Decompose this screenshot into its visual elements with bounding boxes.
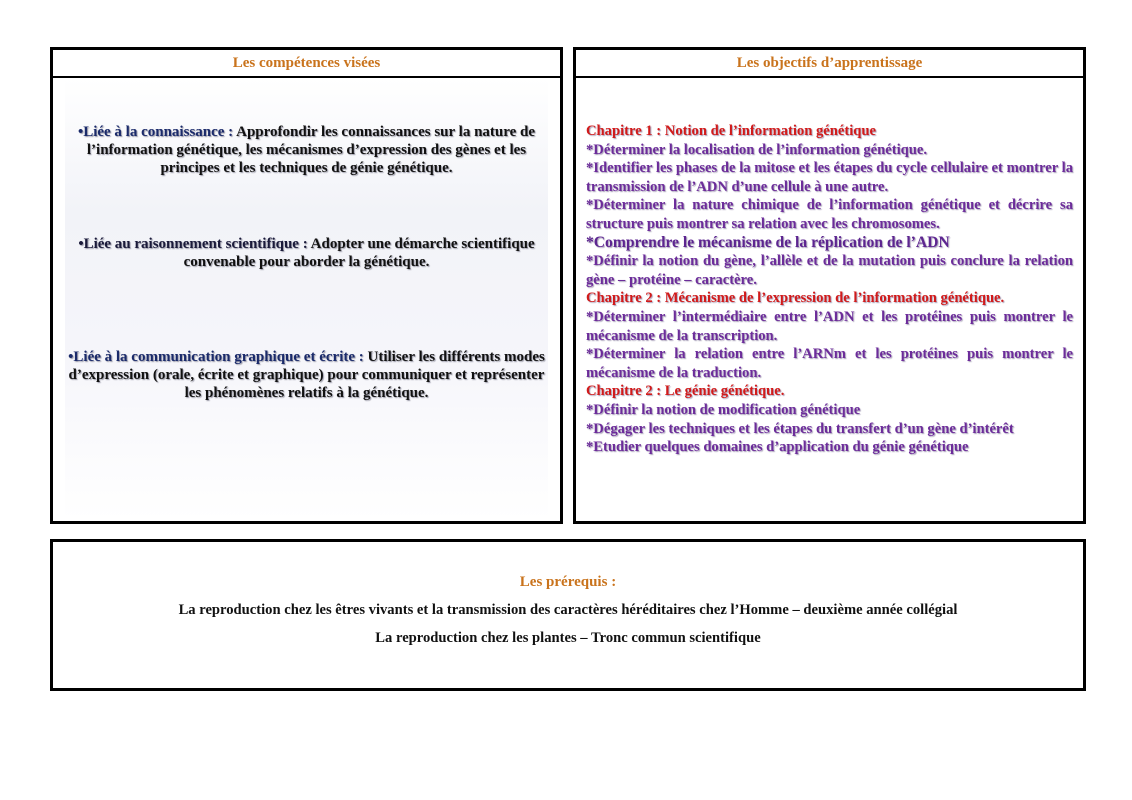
objective-item: *Définir la notion de modification génétique (586, 401, 861, 418)
chapter-title: Chapitre 1 : Notion de l’information génétique (586, 123, 876, 139)
chapter-title: Chapitre 2 : Le génie génétique. (586, 383, 785, 400)
objectifs-header: Les objectifs d’apprentissage (576, 50, 1083, 78)
chapter-title: Chapitre 2 : Mécanisme de l’expression de l’information génétique. (586, 290, 1005, 307)
competence-lead: •Liée à la connaissance : (77, 124, 234, 140)
objective-item: *Déterminer l’intermédiaire entre l’ADN et les protéines puis montrer le mécanisme de la transcription. (586, 308, 1073, 344)
objective-item: *Définir la notion du gène, l’allèle et de la mutation puis conclure la relation gène – protéine – caractère. (586, 253, 1073, 288)
competence-text: Approfondir les connaissances sur la nature de l’information génétique, les mécanismes d’expression des gènes et les principes et les techniques de génie génétique. (86, 124, 536, 176)
competence-text: Utiliser les différents modes d’expression (orale, écrite et graphique) pour communiquer et représenter les phénomènes relatifs à la génétique. (68, 349, 545, 401)
objective-item: *Etudier quelques domaines d’application du génie génétique (586, 439, 969, 456)
objective-item: *Déterminer la nature chimique de l’information génétique et décrire sa structure puis montrer sa relation avec les chromosomes. (586, 197, 1073, 232)
objective-item: *Comprendre le mécanisme de la réplication de l’ADN (586, 233, 950, 251)
competence-item-communication (65, 348, 548, 402)
objective-item: *Dégager les techniques et les étapes du transfert d’un gène d’intérêt (586, 420, 1014, 437)
competences-header: Les compétences visées (53, 50, 560, 78)
objective-item: *Déterminer la relation entre l’ARNm et les protéines puis montrer le mécanisme de la traduction. (586, 346, 1073, 381)
competence-item-raisonnement (65, 235, 548, 271)
objective-item: *Identifier les phases de la mitose et les étapes du cycle cellulaire et montrer la transmission de l’ADN d’une cellule à une autre. (586, 160, 1073, 195)
competences-body (65, 78, 548, 521)
competences-box (50, 47, 563, 524)
objectifs-body (586, 122, 1073, 457)
competence-item-connaissance (65, 123, 548, 177)
competence-lead: •Liée au raisonnement scientifique : (78, 236, 308, 252)
prerequis-line: La reproduction chez les plantes – Tronc commun scientifique (375, 630, 761, 646)
prerequis-line: La reproduction chez les êtres vivants et la transmission des caractères héréditaires chez l’Homme – deuxième année collégial (178, 602, 958, 618)
competence-lead: •Liée à la communication graphique et écrite : (68, 349, 364, 365)
objectifs-box (573, 47, 1086, 524)
prerequis-title: Les prérequis : (519, 574, 617, 590)
objective-item: *Déterminer la localisation de l’information génétique. (586, 141, 928, 158)
prerequis-box (50, 539, 1086, 691)
competence-text: Adopter une démarche scientifique convenable pour aborder la génétique. (183, 236, 535, 270)
